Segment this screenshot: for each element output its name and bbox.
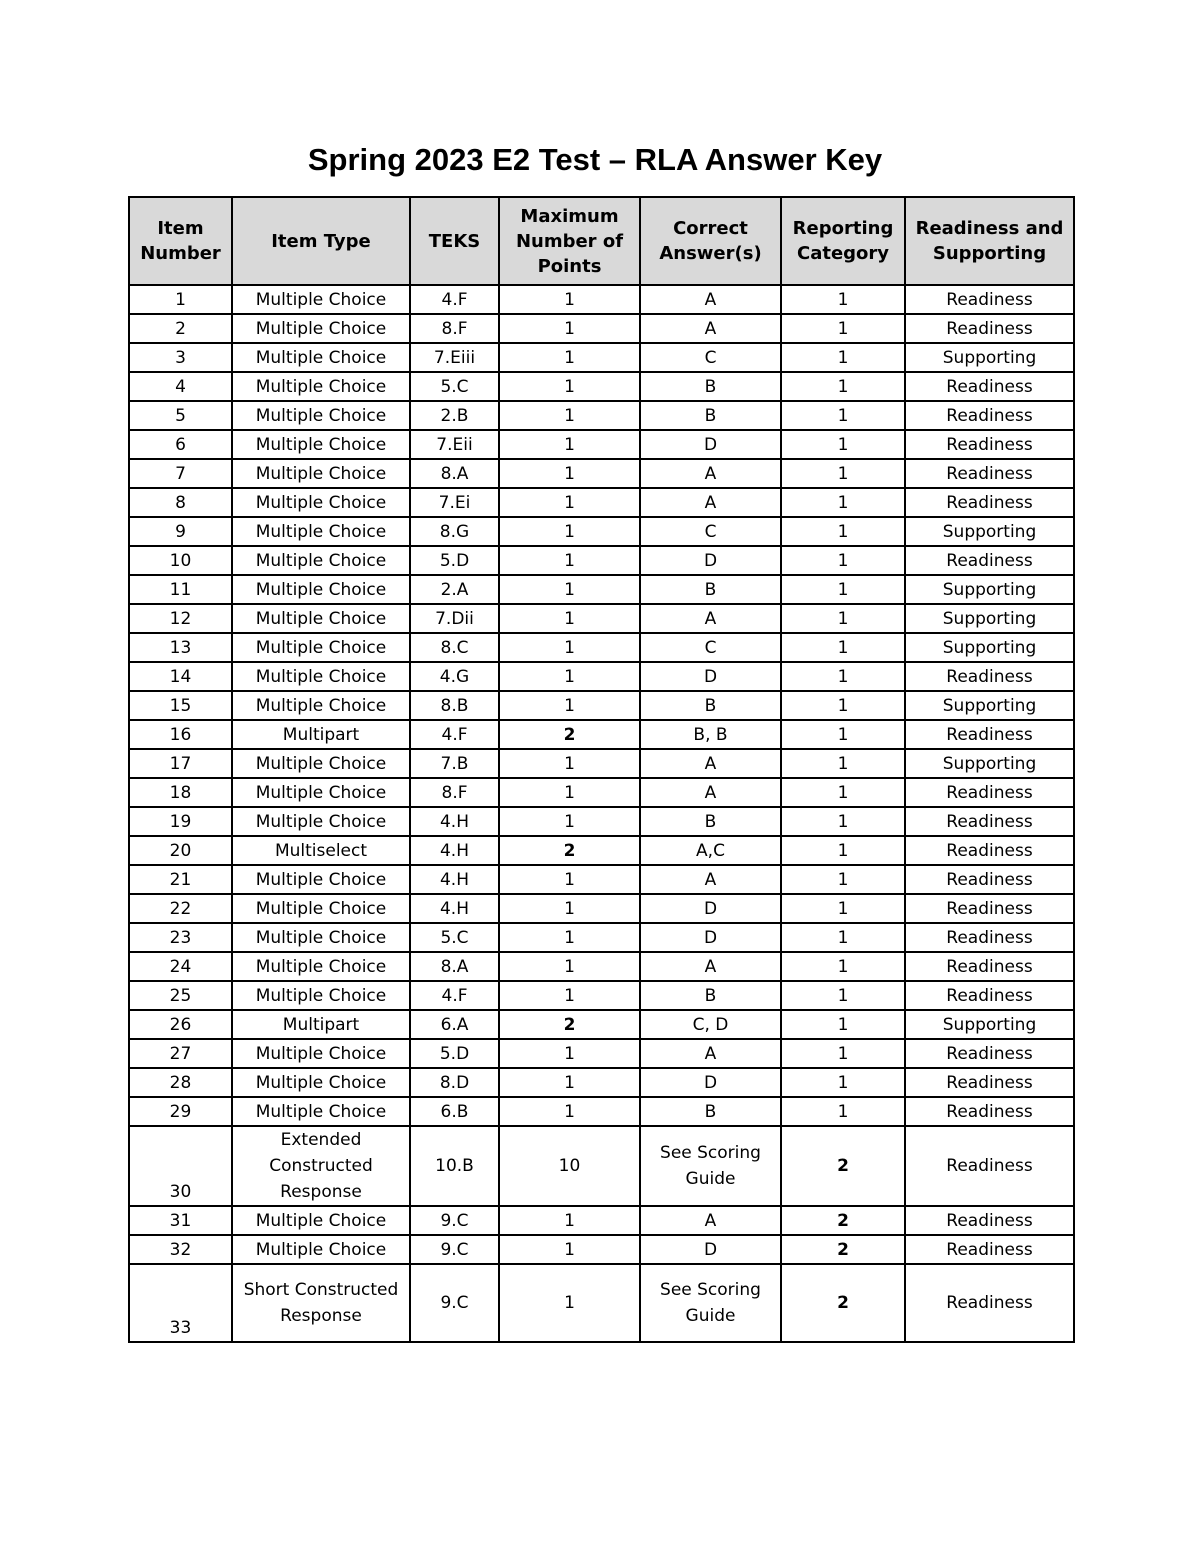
cell-max-points: 1 xyxy=(499,1097,640,1126)
cell-item-type: Multiple Choice xyxy=(232,807,410,836)
cell-readiness-supporting: Readiness xyxy=(905,1126,1074,1206)
table-row xyxy=(129,749,1074,778)
cell-reporting-category: 1 xyxy=(781,430,905,459)
table-row xyxy=(129,1126,1074,1206)
table-row xyxy=(129,778,1074,807)
cell-reporting-category: 1 xyxy=(781,575,905,604)
cell-reporting-category: 1 xyxy=(781,546,905,575)
cell-item-type: Multipart xyxy=(232,720,410,749)
header-correct-answers: Correct Answer(s) xyxy=(640,197,781,285)
page-title: Spring 2023 E2 Test – RLA Answer Key xyxy=(307,142,883,177)
cell-correct-answer: A xyxy=(640,1206,781,1235)
cell-teks: 4.G xyxy=(410,662,499,691)
cell-max-points: 1 xyxy=(499,952,640,981)
cell-max-points: 1 xyxy=(499,1039,640,1068)
table-row xyxy=(129,575,1074,604)
table-row xyxy=(129,459,1074,488)
cell-item-type: Extended Constructed Response xyxy=(232,1126,410,1206)
cell-correct-answer: See Scoring Guide xyxy=(640,1264,781,1342)
cell-reporting-category: 1 xyxy=(781,662,905,691)
cell-reporting-category: 1 xyxy=(781,401,905,430)
cell-item-number: 27 xyxy=(129,1039,232,1068)
cell-item-type: Multiple Choice xyxy=(232,1235,410,1264)
cell-item-number: 1 xyxy=(129,285,232,314)
cell-correct-answer: A xyxy=(640,285,781,314)
cell-reporting-category: 1 xyxy=(781,865,905,894)
cell-correct-answer: D xyxy=(640,923,781,952)
cell-max-points: 1 xyxy=(499,1068,640,1097)
cell-max-points: 1 xyxy=(499,546,640,575)
cell-max-points: 2 xyxy=(499,1010,640,1039)
cell-readiness-supporting: Readiness xyxy=(905,285,1074,314)
cell-correct-answer: A xyxy=(640,459,781,488)
cell-max-points: 1 xyxy=(499,633,640,662)
cell-correct-answer: See Scoring Guide xyxy=(640,1126,781,1206)
cell-correct-answer: B, B xyxy=(640,720,781,749)
header-max-points: Maximum Number of Points xyxy=(499,197,640,285)
header-row xyxy=(129,197,1074,285)
cell-reporting-category: 1 xyxy=(781,517,905,546)
cell-readiness-supporting: Readiness xyxy=(905,865,1074,894)
cell-readiness-supporting: Supporting xyxy=(905,749,1074,778)
cell-teks: 4.F xyxy=(410,981,499,1010)
cell-max-points: 1 xyxy=(499,1235,640,1264)
cell-teks: 8.C xyxy=(410,633,499,662)
cell-correct-answer: A xyxy=(640,1039,781,1068)
cell-max-points: 1 xyxy=(499,604,640,633)
cell-max-points: 1 xyxy=(499,488,640,517)
cell-item-type: Multipart xyxy=(232,1010,410,1039)
table-row xyxy=(129,633,1074,662)
cell-correct-answer: A xyxy=(640,314,781,343)
cell-readiness-supporting: Readiness xyxy=(905,923,1074,952)
cell-teks: 5.C xyxy=(410,923,499,952)
cell-readiness-supporting: Supporting xyxy=(905,691,1074,720)
cell-item-number: 8 xyxy=(129,488,232,517)
cell-teks: 8.F xyxy=(410,778,499,807)
cell-teks: 4.F xyxy=(410,720,499,749)
cell-max-points: 1 xyxy=(499,662,640,691)
cell-readiness-supporting: Readiness xyxy=(905,1068,1074,1097)
cell-reporting-category: 1 xyxy=(781,604,905,633)
cell-teks: 6.B xyxy=(410,1097,499,1126)
cell-readiness-supporting: Readiness xyxy=(905,662,1074,691)
cell-max-points: 1 xyxy=(499,372,640,401)
cell-teks: 8.F xyxy=(410,314,499,343)
cell-item-type: Multiple Choice xyxy=(232,778,410,807)
cell-teks: 8.A xyxy=(410,459,499,488)
cell-readiness-supporting: Readiness xyxy=(905,1264,1074,1342)
cell-max-points: 1 xyxy=(499,343,640,372)
cell-item-type: Multiple Choice xyxy=(232,633,410,662)
cell-reporting-category: 1 xyxy=(781,1068,905,1097)
table-row xyxy=(129,720,1074,749)
cell-item-type: Multiple Choice xyxy=(232,604,410,633)
cell-item-type: Multiple Choice xyxy=(232,1068,410,1097)
cell-item-type: Multiple Choice xyxy=(232,343,410,372)
cell-reporting-category: 1 xyxy=(781,807,905,836)
cell-item-number: 33 xyxy=(129,1264,232,1342)
cell-max-points: 1 xyxy=(499,778,640,807)
table-row xyxy=(129,1264,1074,1342)
cell-teks: 7.Ei xyxy=(410,488,499,517)
cell-item-number: 15 xyxy=(129,691,232,720)
table-row xyxy=(129,430,1074,459)
cell-item-number: 24 xyxy=(129,952,232,981)
cell-item-number: 9 xyxy=(129,517,232,546)
cell-max-points: 1 xyxy=(499,314,640,343)
cell-correct-answer: A xyxy=(640,749,781,778)
header-teks: TEKS xyxy=(410,197,499,285)
cell-correct-answer: A xyxy=(640,488,781,517)
cell-item-type: Multiple Choice xyxy=(232,488,410,517)
cell-readiness-supporting: Readiness xyxy=(905,894,1074,923)
header-item-number: Item Number xyxy=(129,197,232,285)
cell-reporting-category: 1 xyxy=(781,372,905,401)
table-row xyxy=(129,807,1074,836)
cell-item-number: 23 xyxy=(129,923,232,952)
cell-item-number: 28 xyxy=(129,1068,232,1097)
table-row xyxy=(129,343,1074,372)
cell-correct-answer: A xyxy=(640,778,781,807)
cell-item-number: 10 xyxy=(129,546,232,575)
cell-teks: 7.Eii xyxy=(410,430,499,459)
cell-readiness-supporting: Readiness xyxy=(905,401,1074,430)
cell-correct-answer: C xyxy=(640,343,781,372)
cell-correct-answer: D xyxy=(640,894,781,923)
cell-reporting-category: 1 xyxy=(781,778,905,807)
cell-readiness-supporting: Readiness xyxy=(905,430,1074,459)
cell-max-points: 2 xyxy=(499,836,640,865)
table-row xyxy=(129,691,1074,720)
cell-reporting-category: 1 xyxy=(781,633,905,662)
cell-item-type: Multiselect xyxy=(232,836,410,865)
cell-item-number: 25 xyxy=(129,981,232,1010)
table-row xyxy=(129,865,1074,894)
cell-item-type: Multiple Choice xyxy=(232,662,410,691)
cell-readiness-supporting: Readiness xyxy=(905,981,1074,1010)
table-row xyxy=(129,894,1074,923)
cell-item-type: Multiple Choice xyxy=(232,749,410,778)
cell-item-number: 18 xyxy=(129,778,232,807)
cell-correct-answer: A xyxy=(640,952,781,981)
cell-item-number: 21 xyxy=(129,865,232,894)
table-row xyxy=(129,1010,1074,1039)
cell-item-number: 30 xyxy=(129,1126,232,1206)
cell-max-points: 10 xyxy=(499,1126,640,1206)
cell-item-type: Multiple Choice xyxy=(232,1097,410,1126)
cell-correct-answer: D xyxy=(640,662,781,691)
cell-reporting-category: 1 xyxy=(781,836,905,865)
cell-reporting-category: 1 xyxy=(781,285,905,314)
cell-teks: 6.A xyxy=(410,1010,499,1039)
cell-readiness-supporting: Readiness xyxy=(905,836,1074,865)
cell-teks: 8.D xyxy=(410,1068,499,1097)
cell-item-number: 4 xyxy=(129,372,232,401)
cell-reporting-category: 1 xyxy=(781,894,905,923)
cell-item-type: Multiple Choice xyxy=(232,285,410,314)
cell-readiness-supporting: Readiness xyxy=(905,1097,1074,1126)
cell-teks: 10.B xyxy=(410,1126,499,1206)
cell-correct-answer: B xyxy=(640,401,781,430)
cell-max-points: 1 xyxy=(499,459,640,488)
cell-reporting-category: 2 xyxy=(781,1235,905,1264)
table-row xyxy=(129,604,1074,633)
table-row xyxy=(129,1206,1074,1235)
cell-teks: 8.G xyxy=(410,517,499,546)
cell-max-points: 2 xyxy=(499,720,640,749)
header-readiness-supporting: Readiness and Supporting xyxy=(905,197,1074,285)
cell-teks: 2.B xyxy=(410,401,499,430)
cell-reporting-category: 1 xyxy=(781,981,905,1010)
cell-correct-answer: B xyxy=(640,1097,781,1126)
cell-max-points: 1 xyxy=(499,517,640,546)
cell-item-type: Multiple Choice xyxy=(232,517,410,546)
table-row xyxy=(129,952,1074,981)
cell-item-type: Multiple Choice xyxy=(232,575,410,604)
cell-readiness-supporting: Readiness xyxy=(905,1235,1074,1264)
cell-correct-answer: D xyxy=(640,1068,781,1097)
cell-teks: 7.Eiii xyxy=(410,343,499,372)
cell-readiness-supporting: Readiness xyxy=(905,952,1074,981)
cell-correct-answer: B xyxy=(640,575,781,604)
cell-teks: 8.A xyxy=(410,952,499,981)
cell-teks: 4.H xyxy=(410,836,499,865)
cell-teks: 4.H xyxy=(410,894,499,923)
table-row xyxy=(129,981,1074,1010)
cell-item-type: Multiple Choice xyxy=(232,314,410,343)
cell-max-points: 1 xyxy=(499,981,640,1010)
cell-item-type: Multiple Choice xyxy=(232,923,410,952)
cell-teks: 8.B xyxy=(410,691,499,720)
cell-correct-answer: C xyxy=(640,517,781,546)
cell-item-type: Multiple Choice xyxy=(232,865,410,894)
cell-correct-answer: C xyxy=(640,633,781,662)
table-row xyxy=(129,1039,1074,1068)
cell-item-number: 16 xyxy=(129,720,232,749)
cell-max-points: 1 xyxy=(499,691,640,720)
cell-item-number: 5 xyxy=(129,401,232,430)
cell-max-points: 1 xyxy=(499,1206,640,1235)
cell-readiness-supporting: Readiness xyxy=(905,807,1074,836)
cell-item-type: Multiple Choice xyxy=(232,459,410,488)
cell-item-type: Multiple Choice xyxy=(232,401,410,430)
cell-item-number: 12 xyxy=(129,604,232,633)
answer-key-table xyxy=(128,196,1075,1343)
cell-reporting-category: 1 xyxy=(781,1039,905,1068)
cell-correct-answer: C, D xyxy=(640,1010,781,1039)
cell-reporting-category: 1 xyxy=(781,488,905,517)
cell-item-number: 22 xyxy=(129,894,232,923)
table-row xyxy=(129,285,1074,314)
cell-readiness-supporting: Supporting xyxy=(905,517,1074,546)
table-row xyxy=(129,314,1074,343)
cell-readiness-supporting: Supporting xyxy=(905,1010,1074,1039)
cell-reporting-category: 1 xyxy=(781,314,905,343)
cell-item-type: Multiple Choice xyxy=(232,430,410,459)
table-row xyxy=(129,1235,1074,1264)
cell-correct-answer: B xyxy=(640,807,781,836)
table-row xyxy=(129,488,1074,517)
cell-item-number: 11 xyxy=(129,575,232,604)
table-row xyxy=(129,517,1074,546)
cell-readiness-supporting: Supporting xyxy=(905,575,1074,604)
cell-max-points: 1 xyxy=(499,575,640,604)
cell-reporting-category: 1 xyxy=(781,1097,905,1126)
cell-readiness-supporting: Readiness xyxy=(905,488,1074,517)
table-row xyxy=(129,372,1074,401)
cell-reporting-category: 1 xyxy=(781,343,905,372)
cell-reporting-category: 1 xyxy=(781,749,905,778)
cell-max-points: 1 xyxy=(499,1264,640,1342)
cell-max-points: 1 xyxy=(499,749,640,778)
cell-readiness-supporting: Readiness xyxy=(905,459,1074,488)
cell-reporting-category: 1 xyxy=(781,691,905,720)
header-reporting-category: Reporting Category xyxy=(781,197,905,285)
cell-readiness-supporting: Readiness xyxy=(905,1039,1074,1068)
cell-correct-answer: A xyxy=(640,865,781,894)
cell-correct-answer: D xyxy=(640,546,781,575)
cell-reporting-category: 1 xyxy=(781,1010,905,1039)
cell-item-number: 13 xyxy=(129,633,232,662)
cell-reporting-category: 2 xyxy=(781,1264,905,1342)
cell-correct-answer: B xyxy=(640,981,781,1010)
cell-item-number: 29 xyxy=(129,1097,232,1126)
cell-max-points: 1 xyxy=(499,807,640,836)
cell-readiness-supporting: Readiness xyxy=(905,372,1074,401)
cell-teks: 5.C xyxy=(410,372,499,401)
cell-teks: 7.Dii xyxy=(410,604,499,633)
cell-max-points: 1 xyxy=(499,285,640,314)
cell-item-number: 31 xyxy=(129,1206,232,1235)
cell-teks: 4.H xyxy=(410,807,499,836)
cell-teks: 7.B xyxy=(410,749,499,778)
cell-correct-answer: D xyxy=(640,1235,781,1264)
cell-max-points: 1 xyxy=(499,430,640,459)
table-row xyxy=(129,923,1074,952)
cell-reporting-category: 1 xyxy=(781,952,905,981)
table-row xyxy=(129,401,1074,430)
cell-item-type: Multiple Choice xyxy=(232,894,410,923)
cell-teks: 2.A xyxy=(410,575,499,604)
cell-readiness-supporting: Readiness xyxy=(905,314,1074,343)
cell-teks: 9.C xyxy=(410,1264,499,1342)
table-row xyxy=(129,1068,1074,1097)
cell-reporting-category: 1 xyxy=(781,923,905,952)
cell-item-number: 20 xyxy=(129,836,232,865)
cell-reporting-category: 1 xyxy=(781,459,905,488)
cell-teks: 9.C xyxy=(410,1235,499,1264)
cell-reporting-category: 2 xyxy=(781,1126,905,1206)
cell-item-number: 3 xyxy=(129,343,232,372)
cell-teks: 5.D xyxy=(410,1039,499,1068)
cell-item-number: 7 xyxy=(129,459,232,488)
cell-readiness-supporting: Readiness xyxy=(905,778,1074,807)
cell-readiness-supporting: Readiness xyxy=(905,720,1074,749)
cell-teks: 4.F xyxy=(410,285,499,314)
cell-readiness-supporting: Supporting xyxy=(905,633,1074,662)
cell-item-number: 26 xyxy=(129,1010,232,1039)
cell-max-points: 1 xyxy=(499,401,640,430)
table-row xyxy=(129,546,1074,575)
cell-teks: 9.C xyxy=(410,1206,499,1235)
cell-correct-answer: D xyxy=(640,430,781,459)
cell-item-number: 14 xyxy=(129,662,232,691)
cell-item-number: 2 xyxy=(129,314,232,343)
cell-teks: 4.H xyxy=(410,865,499,894)
cell-item-number: 6 xyxy=(129,430,232,459)
cell-correct-answer: A xyxy=(640,604,781,633)
cell-item-type: Multiple Choice xyxy=(232,546,410,575)
cell-correct-answer: B xyxy=(640,372,781,401)
table-row xyxy=(129,662,1074,691)
cell-item-number: 32 xyxy=(129,1235,232,1264)
table-row xyxy=(129,1097,1074,1126)
cell-reporting-category: 2 xyxy=(781,1206,905,1235)
cell-item-number: 17 xyxy=(129,749,232,778)
cell-correct-answer: A,C xyxy=(640,836,781,865)
cell-item-type: Multiple Choice xyxy=(232,1206,410,1235)
cell-item-type: Multiple Choice xyxy=(232,372,410,401)
cell-teks: 5.D xyxy=(410,546,499,575)
cell-correct-answer: B xyxy=(640,691,781,720)
cell-item-type: Multiple Choice xyxy=(232,691,410,720)
cell-readiness-supporting: Supporting xyxy=(905,343,1074,372)
cell-reporting-category: 1 xyxy=(781,720,905,749)
cell-readiness-supporting: Readiness xyxy=(905,1206,1074,1235)
cell-item-type: Multiple Choice xyxy=(232,952,410,981)
cell-readiness-supporting: Supporting xyxy=(905,604,1074,633)
cell-max-points: 1 xyxy=(499,894,640,923)
cell-max-points: 1 xyxy=(499,865,640,894)
cell-readiness-supporting: Readiness xyxy=(905,546,1074,575)
cell-max-points: 1 xyxy=(499,923,640,952)
cell-item-type: Multiple Choice xyxy=(232,1039,410,1068)
cell-item-type: Multiple Choice xyxy=(232,981,410,1010)
header-item-type: Item Type xyxy=(232,197,410,285)
table-row xyxy=(129,836,1074,865)
cell-item-type: Short Constructed Response xyxy=(232,1264,410,1342)
cell-item-number: 19 xyxy=(129,807,232,836)
